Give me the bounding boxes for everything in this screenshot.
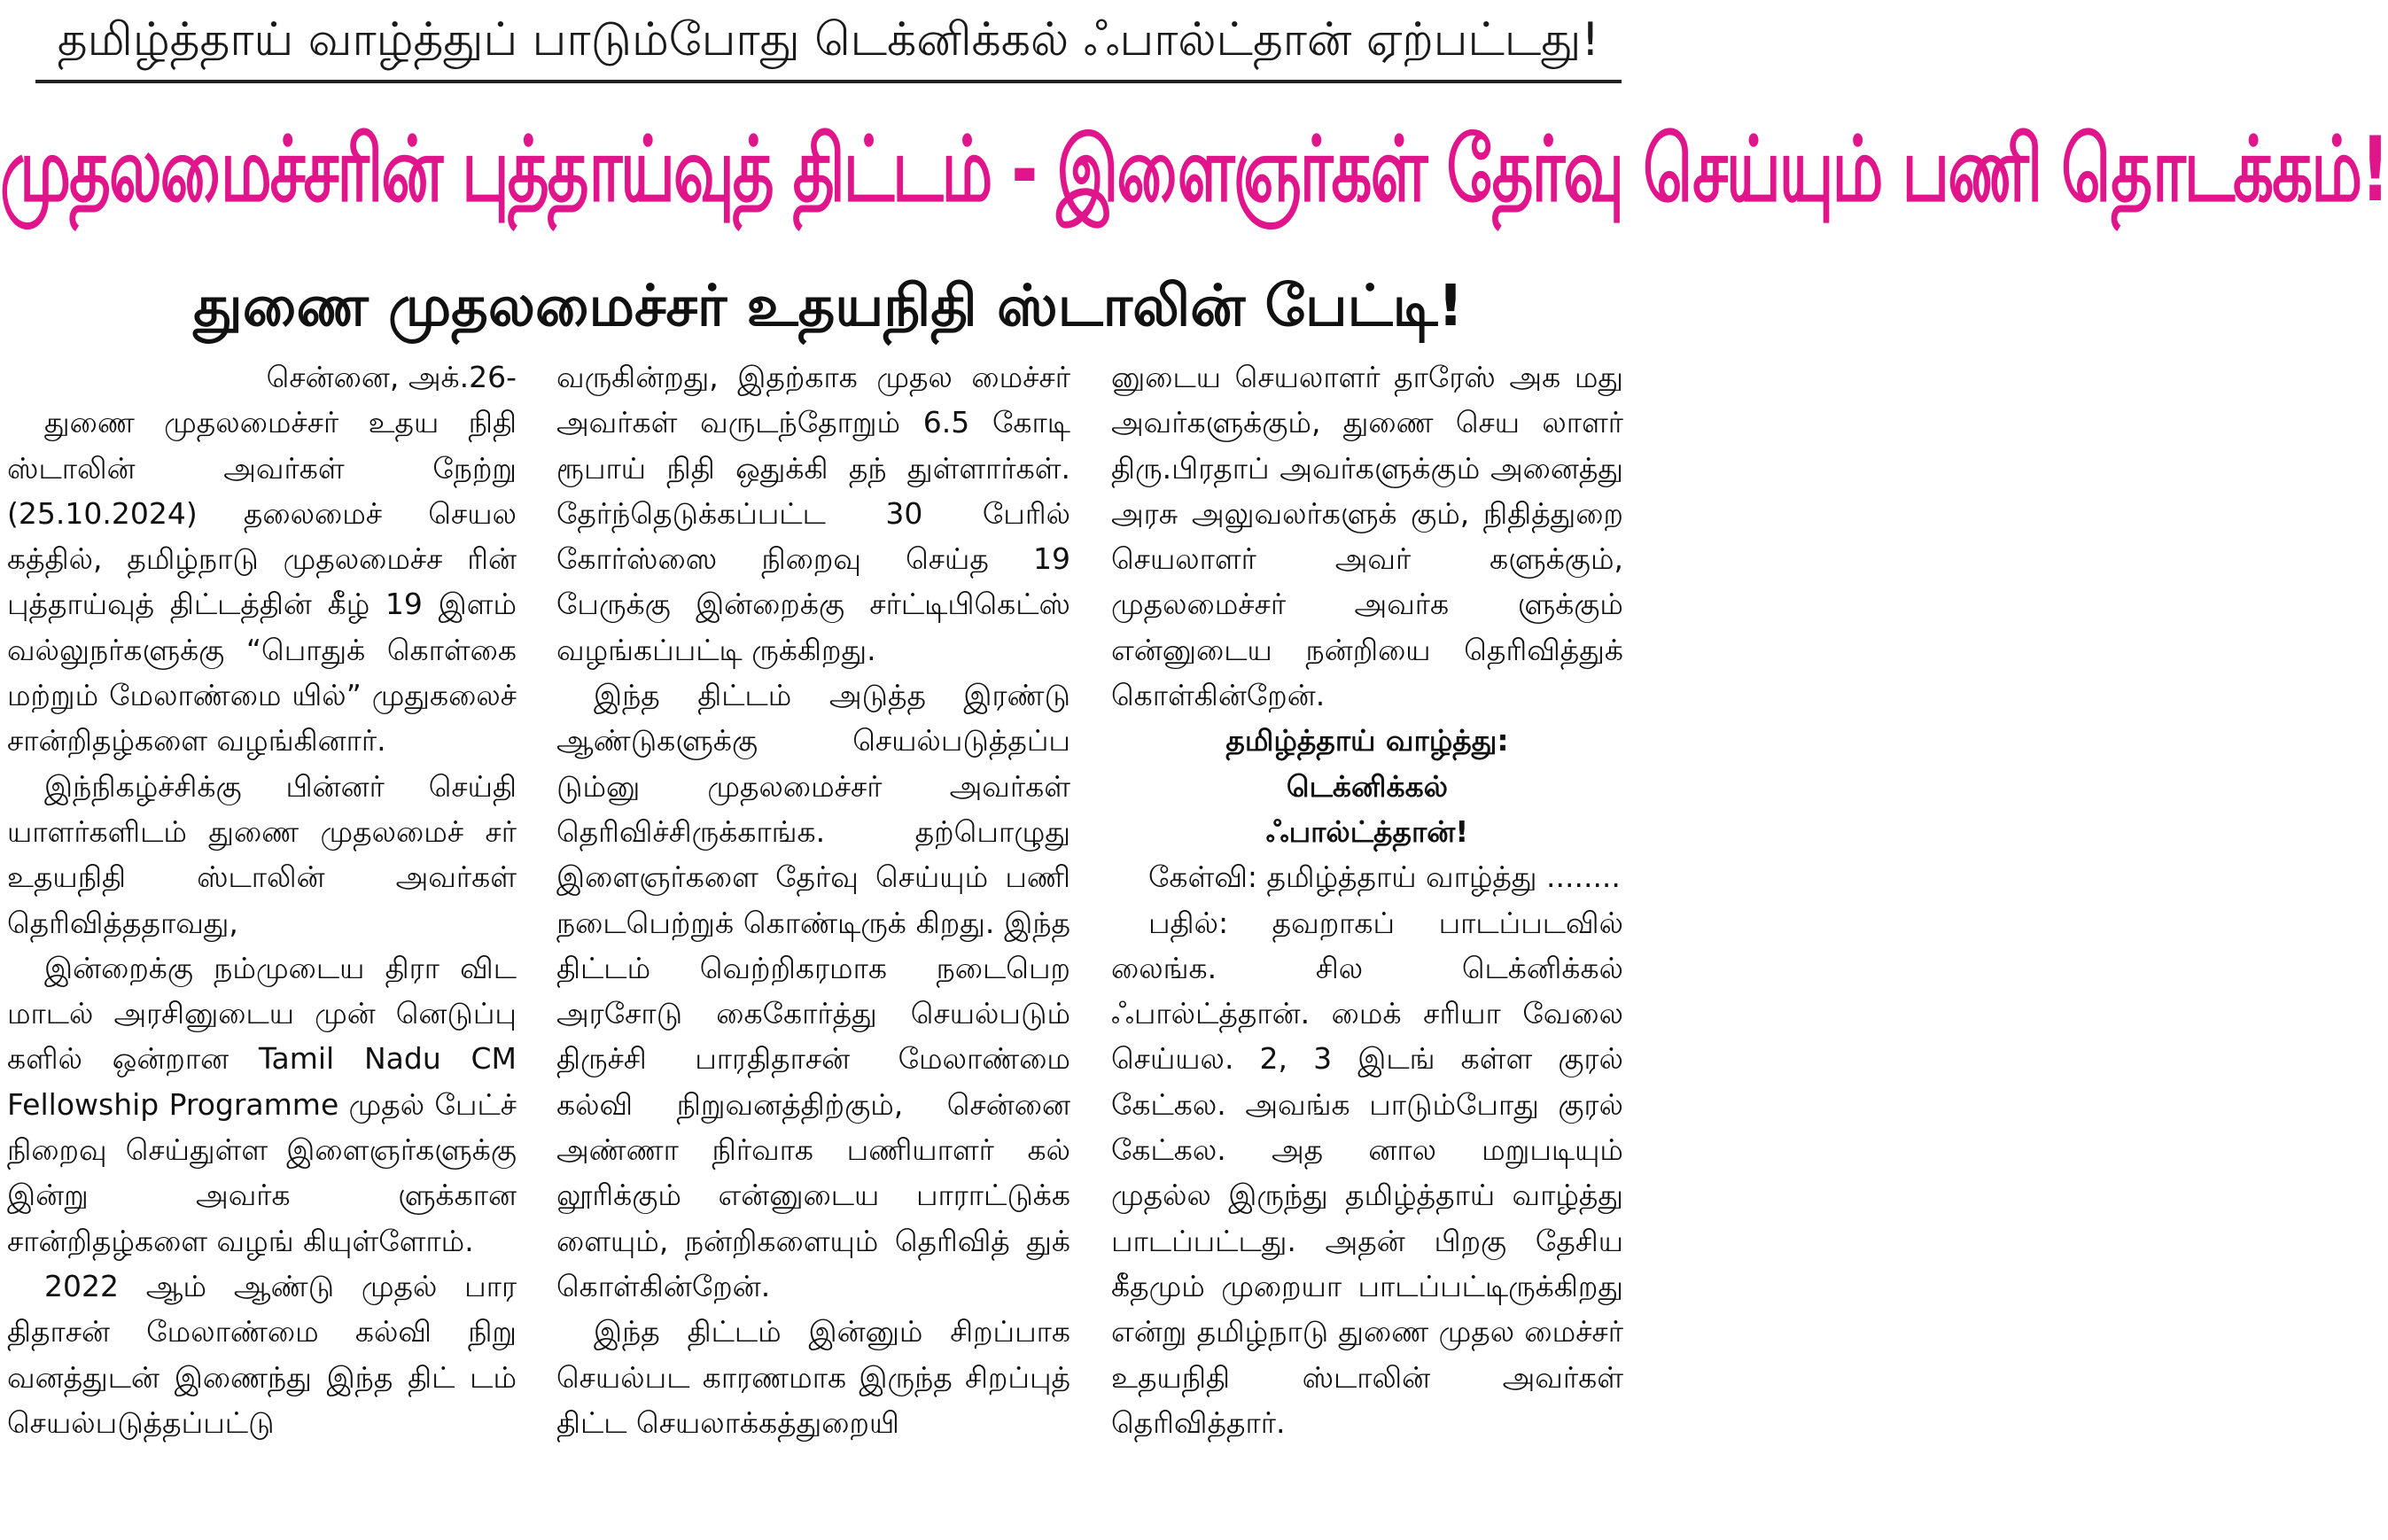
- article-paragraph: இந்த திட்டம் இன்னும் சிறப்பாக செயல்பட காரணமாக இருந்த சிறப்புத் திட்ட செயலாக்கத்துறையி: [556, 1314, 1070, 1440]
- question-paragraph: கேள்வி: தமிழ்த்தாய் வாழ்த்து ........: [1148, 859, 1621, 895]
- article-column-3: [1111, 354, 1623, 1537]
- section-subheading-line: டெக்னிக்கல்: [1286, 768, 1449, 804]
- article-column-1: [7, 354, 517, 1537]
- article-paragraph: இந்நிகழ்ச்சிக்கு பின்னர் செய்தி யாளர்களிடம் துணை முதலமைச் சர் உதயநிதி ஸ்டாலின் அவர்கள் தெரிவித்ததாவது,: [7, 768, 517, 940]
- article-paragraph: இந்த திட்டம் அடுத்த இரண்டு ஆண்டுகளுக்கு செயல்படுத்தப்ப டும்னு முதலமைச்சர் அவர்கள் தெரிவிச்சிருக்காங்க. தற்பொழுது இளைஞர்களை தேர்வு செய்யும் பணி நடைபெற்றுக் கொண்டிருக் கிறது. இந்த திட்டம் வெற்றிகரமாக நடைபெற அரசோடு கைகோர்த்து செயல்படும் திருச்சி பாரதிதாசன் மேலாண்மை கல்வி நிறுவனத்திற்கும், சென்னை அண்ணா நிர்வாக பணியாளர் கல் லூரிக்கும் என்னுடைய பாராட்டுக்க ளையும், நன்றிகளையும் தெரிவித் துக் கொள்கின்றேன்.: [556, 678, 1070, 1303]
- kicker-headline: தமிழ்த்தாய் வாழ்த்துப் பாடும்போது டெக்னிக்கல் ஃபால்ட்தான் ஏற்பட்டது!: [57, 13, 1600, 66]
- article-paragraph: னுடைய செயலாளர் தாரேஸ் அக மது அவர்களுக்கும், துணை செய லாளர் திரு.பிரதாப் அவர்களுக்கும் அனைத்து அரசு அலுவலர்களுக் கும், நிதித்துறை செயலாளர் அவர் களுக்கும், முதலமைச்சர் அவர்க ளுக்கும் என்னுடைய நன்றியை தெரிவித்துக் கொள்கின்றேன்.: [1111, 360, 1623, 713]
- dateline: சென்னை, அக்.26-: [266, 360, 517, 394]
- section-subheading-line: தமிழ்த்தாய் வாழ்த்து:: [1225, 723, 1509, 758]
- article-paragraph: வருகின்றது, இதற்காக முதல மைச்சர் அவர்கள் வருடந்தோறும் 6.5 கோடி ரூபாய் நிதி ஒதுக்கி தந் துள்ளார்கள். தேர்ந்தெடுக்கப்பட்ட 30 பேரில் கோர்ஸ்ஸை நிறைவு செய்த 19 பேருக்கு இன்றைக்கு சர்ட்டிபிகெட்ஸ் வழங்கப்பட்டி ருக்கிறது.: [556, 360, 1070, 667]
- article-paragraph: இன்றைக்கு நம்முடைய திரா விட மாடல் அரசினுடைய முன் னெடுப்பு களில் ஒன்றான Tamil Nadu CM Fellowship Programme முதல் பேட்ச் நிறைவு செய்துள்ள இளைஞர்களுக்கு இன்று அவர்க ளுக்கான சான்றிதழ்களை வழங் கியுள்ளோம்.: [7, 950, 517, 1258]
- article-paragraph: துணை முதலமைச்சர் உதய நிதி ஸ்டாலின் அவர்கள் நேற்று (25.10.2024) தலைமைச் செயல கத்தில், தமிழ்நாடு முதலமைச்ச ரின் புத்தாய்வுத் திட்டத்தின் கீழ் 19 இளம் வல்லுநர்களுக்கு “பொதுக் கொள்கை மற்றும் மேலாண்மை யில்” முதுகலைச் சான்றிதழ்களை வழங்கினார்.: [7, 405, 517, 758]
- sub-headline: துணை முதலமைச்சர் உதயநிதி ஸ்டாலின் பேட்டி!: [193, 274, 1464, 339]
- answer-paragraph: பதில்: தவறாகப் பாடப்படவில் லைங்க. சில டெக்னிக்கல் ஃபால்ட்த்தான். மைக் சரியா வேலை செய்யல. 2, 3 இடங் கள்ள குரல் கேட்கல. அவங்க பாடும்போது குரல் கேட்கல. அத னால மறுபடியும் முதல்ல இருந்து தமிழ்த்தாய் வாழ்த்து பாடப்பட்டது. அதன் பிறகு தேசிய கீதமும் முறையா பாடப்பட்டிருக்கிறது என்று தமிழ்நாடு துணை முதல மைச்சர் உதயநிதி ஸ்டாலின் அவர்கள் தெரிவித்தார்.: [1111, 905, 1623, 1440]
- article-column-2: [556, 354, 1070, 1537]
- section-subheading-line: ஃபால்ட்த்தான்!: [1265, 813, 1469, 849]
- article-paragraph: 2022 ஆம் ஆண்டு முதல் பார திதாசன் மேலாண்மை கல்வி நிறு வனத்துடன் இணைந்து இந்த திட் டம் செயல்படுத்தப்பட்டு: [7, 1268, 517, 1440]
- main-headline: முதலமைச்சரின் புத்தாய்வுத் திட்டம் - இளைஞர்கள் தேர்வு செய்யும் பணி தொடக்கம்!: [0, 117, 2388, 222]
